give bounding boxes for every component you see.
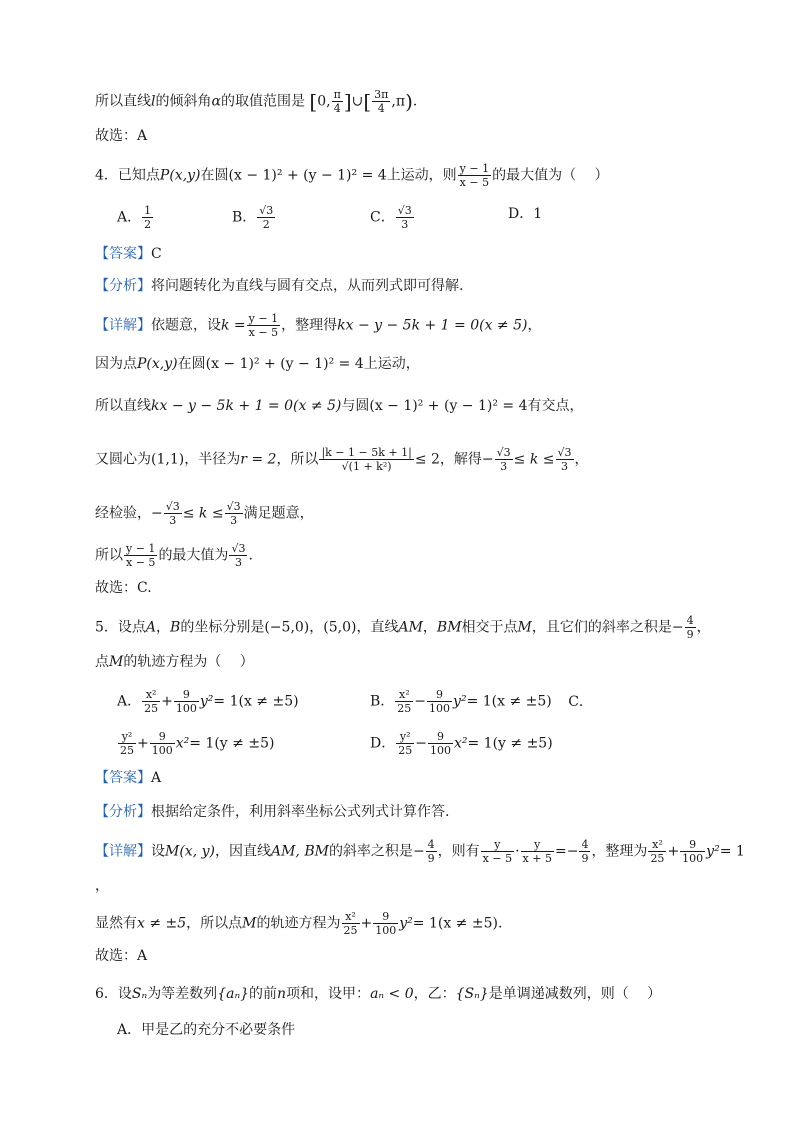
answer-line [95, 244, 162, 264]
text: 上运动，则 [386, 167, 457, 184]
option-c: C． $\frac{√3}{3}$ [370, 204, 412, 231]
option-c-label: C． [568, 693, 593, 710]
option-a: A．甲是乙的充分不必要条件 [117, 1022, 296, 1038]
option-a: A． $\frac{1}{2}$ [117, 204, 152, 231]
fraction: $\frac{\pi}{4}$ [333, 88, 341, 115]
question-5: 5．设点A，B的坐标分别是(−5,0)，(5,0)，直线AM，BM相交于点M，且它们的斜率之积是− $\frac{4}{9}$ ， [95, 614, 711, 641]
text-line [95, 88, 417, 115]
text: 4．已知点 [95, 167, 160, 184]
detail-line: 显然有x ≠ ±5，所以点M的轨迹方程为 $\frac{\text{x²}}{25}$ + $\frac{9}{100}$ y²= 1(x ≠ ±5). [95, 910, 503, 937]
question-6: 6．设Sₙ为等差数列{aₙ}的前n项和，设甲：aₙ < 0，乙：{Sₙ}是单调递减数列，则（ ） [95, 986, 662, 1002]
detail-line: 【详解】依题意，设k = $\frac{y - 1}{x - 5}$ ，整理得kx − y − 5k + 1 = 0(x ≠ 5)， [95, 312, 542, 339]
option-a: A． $\frac{\text{x²}}{25}$ + $\frac{9}{100}$ y²= 1(x ≠ ±5) [117, 688, 299, 715]
bracket: [ [309, 89, 318, 114]
option-d: D． $\frac{\text{y²}}{25}$ − $\frac{9}{100}$ x²= 1(y ≠ ±5) [370, 730, 553, 757]
analysis-tag: 【分析】 [95, 278, 151, 294]
text-line: 故选：A [95, 128, 148, 144]
analysis-line [95, 276, 463, 296]
bracket: ] [343, 89, 352, 114]
detail-tag: 【详解】 [95, 317, 151, 334]
option-b: B． $\frac{\text{x²}}{25}$ − $\frac{9}{100}$ y²= 1(x ≠ ±5) C． [370, 688, 593, 715]
text-line: 故选：C. [95, 580, 152, 596]
answer-line: 【答案】A [95, 770, 162, 786]
question-4 [95, 162, 609, 189]
answer-value: C [151, 246, 162, 262]
bracket: [ [363, 89, 372, 114]
math: 0, [317, 93, 331, 110]
option-b: B． $\frac{√3}{2}$ [232, 204, 274, 231]
text: 的倾斜角 [155, 93, 212, 110]
text: 所以直线 [95, 93, 151, 110]
option-c: $\frac{\text{y²}}{25}$ + $\frac{9}{100}$ x²= 1(y ≠ ±5) [120, 730, 275, 757]
math: ∪ [351, 93, 364, 110]
detail-line: 所以直线kx − y − 5k + 1 = 0(x ≠ 5)与圆(x − 1)² + (y − 1)² = 4有交点， [95, 398, 584, 414]
text-line: 故选：A [95, 948, 148, 964]
text-line: 点M的轨迹方程为（ ） [95, 654, 254, 670]
fraction: $\frac{y - 1}{x - 5}$ [459, 162, 490, 189]
math: P(x,y) [159, 167, 201, 184]
option-d: D．1 [508, 206, 543, 222]
detail-line: 经检验，− $\frac{√3}{3}$ ≤ k ≤ $\frac{√3}{3}$ 满足题意， [95, 500, 314, 527]
detail-line: 因为点P(x,y)在圆(x − 1)² + (y − 1)² = 4上运动， [95, 356, 420, 372]
text: 在圆 [200, 167, 229, 184]
math-var: α [211, 93, 221, 110]
answer-tag: 【答案】 [95, 246, 151, 262]
detail-line: 又圆心为(1,1)，半径为r = 2，所以 $\frac{|k - 1 - 5k + 1|}{\text{√(1 + k²)}}$ ≤ 2，解得− $\frac{√3}{3}$ ≤ k ≤ $\frac{√3}{3}$ ， [95, 446, 589, 473]
text: 的最大值为（ ） [492, 167, 609, 184]
analysis-text: 将问题转化为直线与圆有交点，从而列式即可得解. [151, 278, 464, 294]
math: ,π [391, 93, 406, 110]
bracket: ) [405, 89, 413, 114]
fraction: $\frac{3\pi}{4}$ [374, 88, 389, 115]
detail-line: 所以 $\frac{y - 1}{x - 5}$ 的最大值为 $\frac{√3}{3}$ . [95, 542, 253, 569]
detail-line: 【详解】设M(x, y)，因直线AM, BM的斜率之积是− $\frac{4}{9}$ ，则有 $\frac{y}{x - 5}$ · $\frac{y}{x + 5}$ =− $\frac{4}{9}$ ，整理为 $\frac{\text{x²}}{25}$ + $\frac{9}{100}$ y²= 1 [95, 838, 745, 865]
text: 的取值范围是 [220, 93, 305, 110]
math: (x − 1)² + (y − 1)² = 4 [228, 167, 387, 184]
text: . [412, 93, 418, 110]
analysis-line: 【分析】根据给定条件，利用斜率坐标公式列式计算作答. [95, 804, 450, 820]
text-line: ， [95, 878, 109, 894]
math-var: l [151, 93, 156, 110]
